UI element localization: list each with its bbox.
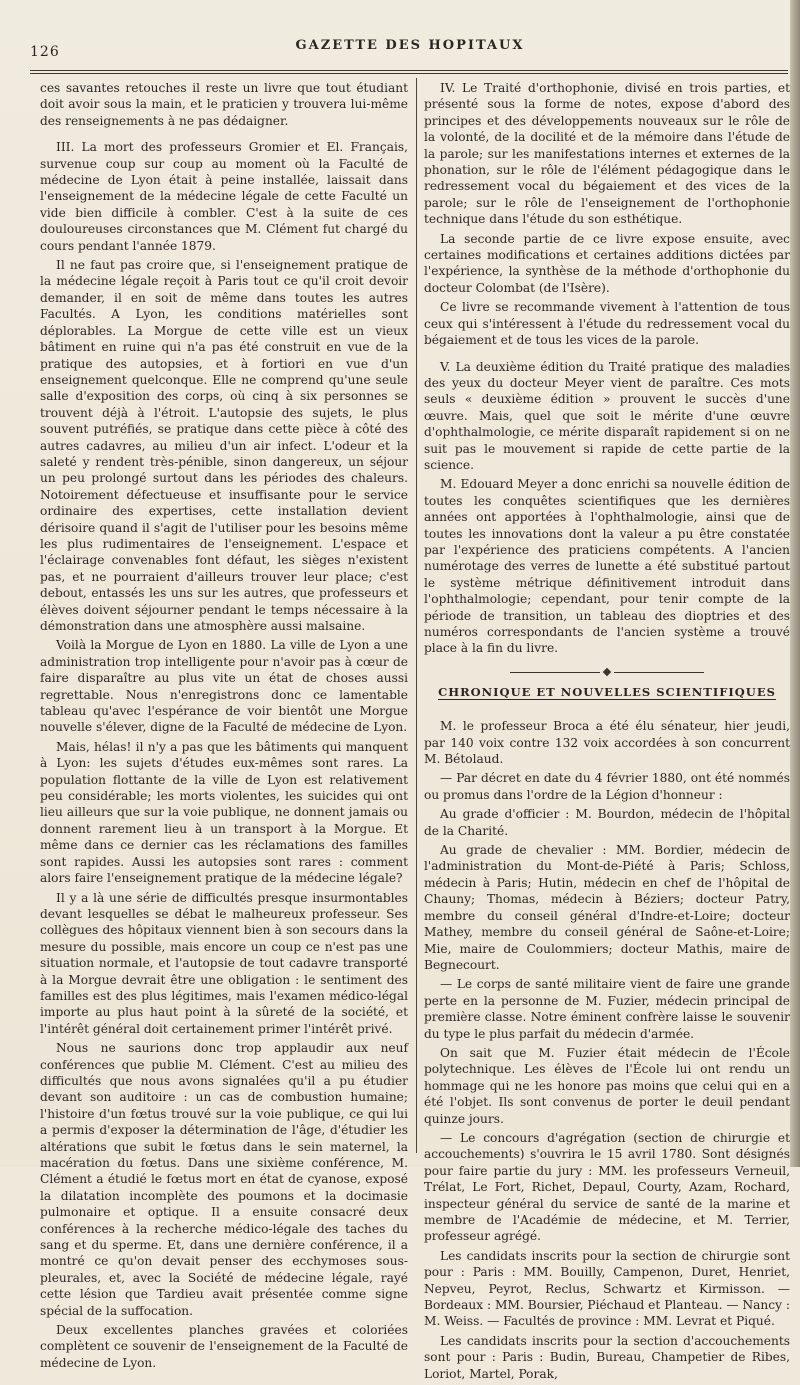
paragraph: Il y a là une série de difficultés presque insurmontables devant lesquelles se débat le malheureux professeur. Ses collègues des hôpitaux viennent bien à son secours dans la mesure du possible, mais encore un coup ce n'est pas une situation normale, et l'autopsie de tout cadavre transporté à la Morgue devrait être une obligation : le sentiment des familles est des plus légitimes, mais l'examen médico-légal importe au plus haut point à la sûreté de la société, et l'intérêt général doit certainement primer l'intérêt privé. [40,890,408,1036]
page-number: 126 [30,44,60,60]
paragraph: Il ne faut pas croire que, si l'enseignement pratique de la médecine légale reçoit à Paris tout ce qu'il croit devoir demander, il en soit de même dans toutes les autres Facultés. A Lyon, les conditions matérielles sont déplorables. La Morgue de cette ville est un vieux bâtiment en ruine qui n'a pas été construit en vue de la pratique des autopsies, et à fortiori en vue d'un enseignement quelconque. Elle ne comprend qu'une seule salle d'exposition des corps, où cinq à six personnes se trouvent déjà à l'étroit. L'autopsie des sujets, le plus souvent putréfiés, se pratique dans cette pièce à côté des autres cadavres, au milieu d'un air infect. L'odeur et la saleté y rendent très-pénible, sinon dangereux, un séjour un peu prolongé surtout dans les périodes des chaleurs. Notoirement défectueuse et insuffisante pour le service ordinaire des expertises, cette installation devient dérisoire quand il s'agit de l'utiliser pour les besoins même les plus rudimentaires de l'enseignement. L'espace et l'éclairage convenables font défaut, les sièges n'existent pas, et ne pourraient d'ailleurs trouver leur place; c'est debout, entassés les uns sur les autres, que professeurs et élèves doivent séjourner pendant le temps nécessaire à la démonstration dans une atmosphère aussi malsaine. [40,258,408,633]
news-item: — Par décret en date du 4 février 1880, ont été nommés ou promus dans l'ordre de la Légion d'honneur : [424,771,790,802]
page-edge-shadow [790,0,800,1167]
paragraph: Nous ne saurions donc trop applaudir aux neuf conférences que publie M. Clément. C'est au milieu des difficultés que nous avons signalées qu'il a pu étudier devant son auditoire : un cas de combustion humaine; l'histoire d'un fœtus trouvé sur la voie publique, ce qui lui a permis d'exposer la détermination de l'âge, d'étudier les altérations que subit le fœtus dans le sein maternel, la macération du fœtus. Dans une sixième conférence, M. Clément a étudié le fœtus mort en état de cyanose, exposé la dilatation incomplète des poumons et la docimasie pulmonaire et optique. Il a ensuite consacré deux conférences à la recherche médico-légale des taches du sang et du sperme. Et, dans une dernière conférence, il a montré ce qu'on devait penser des ecchymoses sous-pleurales, et, avec la Société de médecine légale, rayé cette lésion que Tardieu avait présentée comme signe spécial de la suffocation. [40,1041,408,1318]
news-item: M. le professeur Broca a été élu sénateur, hier jeudi, par 140 voix contre 132 voix accordées à son concurrent M. Bétolaud. [424,719,790,767]
paragraph: Ce livre se recommande vivement à l'attention de tous ceux qui s'intéressent à l'étude du redressement vocal du bégaiement et de tous les vices de la parole. [424,300,790,348]
paragraph: III. La mort des professeurs Gromier et El. Français, survenue coup sur coup au moment où la Faculté de médecine de Lyon était à peine installée, laissait dans l'enseignement de la médecine légale de cette Faculté un vide bien difficile à combler. C'est à la suite de ces douloureuses circonstances que M. Clément fut chargé du cours pendant l'année 1879. [40,140,408,253]
journal-title: GAZETTE DES HOPITAUX [295,38,525,53]
news-item: Au grade d'officier : M. Bourdon, médecin de l'hôpital de la Charité. [424,807,790,838]
paragraph: M. Edouard Meyer a donc enrichi sa nouvelle édition de toutes les conquêtes scientifiques que les dernières années ont apportées à l'ophthalmologie, ainsi que de toutes les innovations dont la valeur a pu être constatée par l'expérience des praticiens compétents. A l'ancien numérotage des verres de lunette a été substitué partout le système métrique définitivement introduit dans l'ophthalmologie; cependant, pour tenir compte de la période de transition, un tableau des dioptries et des numéros correspondants de l'ancien système a trouvé place à la fin du livre. [424,477,790,656]
section-title [424,684,790,700]
page-header [30,38,790,68]
paragraph: La seconde partie de ce livre expose ensuite, avec certaines modifications et certaines additions dictées par l'expérience, la synthèse de la méthode d'orthophonie du docteur Colombat (de l'Isère). [424,231,790,295]
news-item: Les candidats inscrits pour la section d'accouchements sont pour : Paris : Budin, Bureau, Champetier de Ribes, Loriot, Martel, Porak, [424,1333,790,1381]
header-rule-top [30,70,788,71]
section-title-text: CHRONIQUE ET NOUVELLES SCIENTIFIQUES [438,684,776,699]
paragraph: IV. Le Traité d'orthophonie, divisé en trois parties, et présenté sous la forme de notes, expose d'abord des principes et des développements nouveaux sur le rôle de la volonté, de la docilité et de la mémoire dans l'étude de la parole; sur les manifestations internes et externes de la phonation, sur le rôle de l'élément pédagogique dans le redressement vocal du bégaiement et des vices de la parole; sur le rôle de l'enseignement de l'orthophonie technique dans l'étude du son esthétique. [424,81,790,227]
paragraph: Deux excellentes planches gravées et coloriées complètent ce souvenir de l'enseignement de la Faculté de médecine de Lyon. [40,1323,408,1370]
left-column [40,80,408,1374]
header-rule-bottom [30,73,788,74]
section-separator [424,664,790,672]
paragraph: V. La deuxième édition du Traité pratique des maladies des yeux du docteur Meyer vient de paraître. Ces mots seuls « deuxième édition » prouvent le succès d'une œuvre. Mais, quel que soit le mérite d'une œuvre d'ophthalmologie, ce mérite disparaît rapidement si on ne suit pas le mouvement si rapide de cette partie de la science. [424,359,790,472]
paragraph: Voilà la Morgue de Lyon en 1880. La ville de Lyon a une administration trop intelligente pour n'avoir pas à cœur de faire disparaître au plus vite un état de choses aussi regrettable. Nous n'enregistrons donc ce lamentable tableau qu'avec l'espérance de voir bientôt une Morgue nouvelle s'élever, digne de la Faculté de médecine de Lyon. [40,638,408,735]
news-item: Les candidats inscrits pour la section de chirurgie sont pour : Paris : MM. Bouilly, Campenon, Duret, Henriet, Nepveu, Peyrot, Reclus, Schwartz et Kirmisson. — Bordeaux : MM. Boursier, Piéchaud et Planteau. — Nancy : M. Weiss. — Facultés de province : MM. Levrat et Piqué. [424,1248,790,1329]
news-item: — Le corps de santé militaire vient de faire une grande perte en la personne de M. Fuzier, médecin principal de première classe. Notre éminent confrère laisse le souvenir du type le plus parfait du médecin d'armée. [424,977,790,1041]
news-item: On sait que M. Fuzier était médecin de l'École polytechnique. Les élèves de l'École lui ont rendu un hommage qui ne les honore pas moins que celui qui en a été l'objet. Ils sont convenus de porter le deuil pendant quinze jours. [424,1045,790,1126]
paragraph: ces savantes retouches il reste un livre que tout étudiant doit avoir sous la main, et le praticien y trouvera lui-même des renseignements à ne pas dédaigner. [40,81,408,128]
paragraph: Mais, hélas! il n'y a pas que les bâtiments qui manquent à Lyon: les sujets d'études eux-mêmes sont rares. La population flottante de la ville de Lyon est relativement peu considérable; les morts violentes, les suicides qui ont lieu ailleurs que sur la voie publique, ne donnent jamais ou donnent rarement lieu à un transport à la Morgue. Et même dans ce dernier cas les réclamations des familles sont rapides. Aussi les autopsies sont rares : comment alors faire l'enseignement pratique de la médecine légale? [40,739,408,886]
news-item: Au grade de chevalier : MM. Bordier, médecin de l'administration du Mont-de-Piété à Paris; Schloss, médecin à Paris; Hutin, médecin en chef de l'hôpital de Chauny; Thomas, médecin à Béziers; docteur Patry, membre du conseil général d'Indre-et-Loire; docteur Mathey, membre du conseil général de Saône-et-Loire; Mie, maire de Coulommiers; docteur Mathis, maire de Begnecourt. [424,843,790,972]
column-divider [416,78,417,1153]
right-column [424,80,790,1385]
news-item: — Le concours d'agrégation (section de chirurgie et accouchements) s'ouvrira le 15 avril 1780. Sont désignés pour faire partie du jury : MM. les professeurs Verneuil, Trélat, Le Fort, Richet, Depaul, Courty, Azam, Rochard, inspecteur général du service de santé de la marine et membre de l'Académie de médecine, et M. Terrier, professeur agrégé. [424,1130,790,1244]
